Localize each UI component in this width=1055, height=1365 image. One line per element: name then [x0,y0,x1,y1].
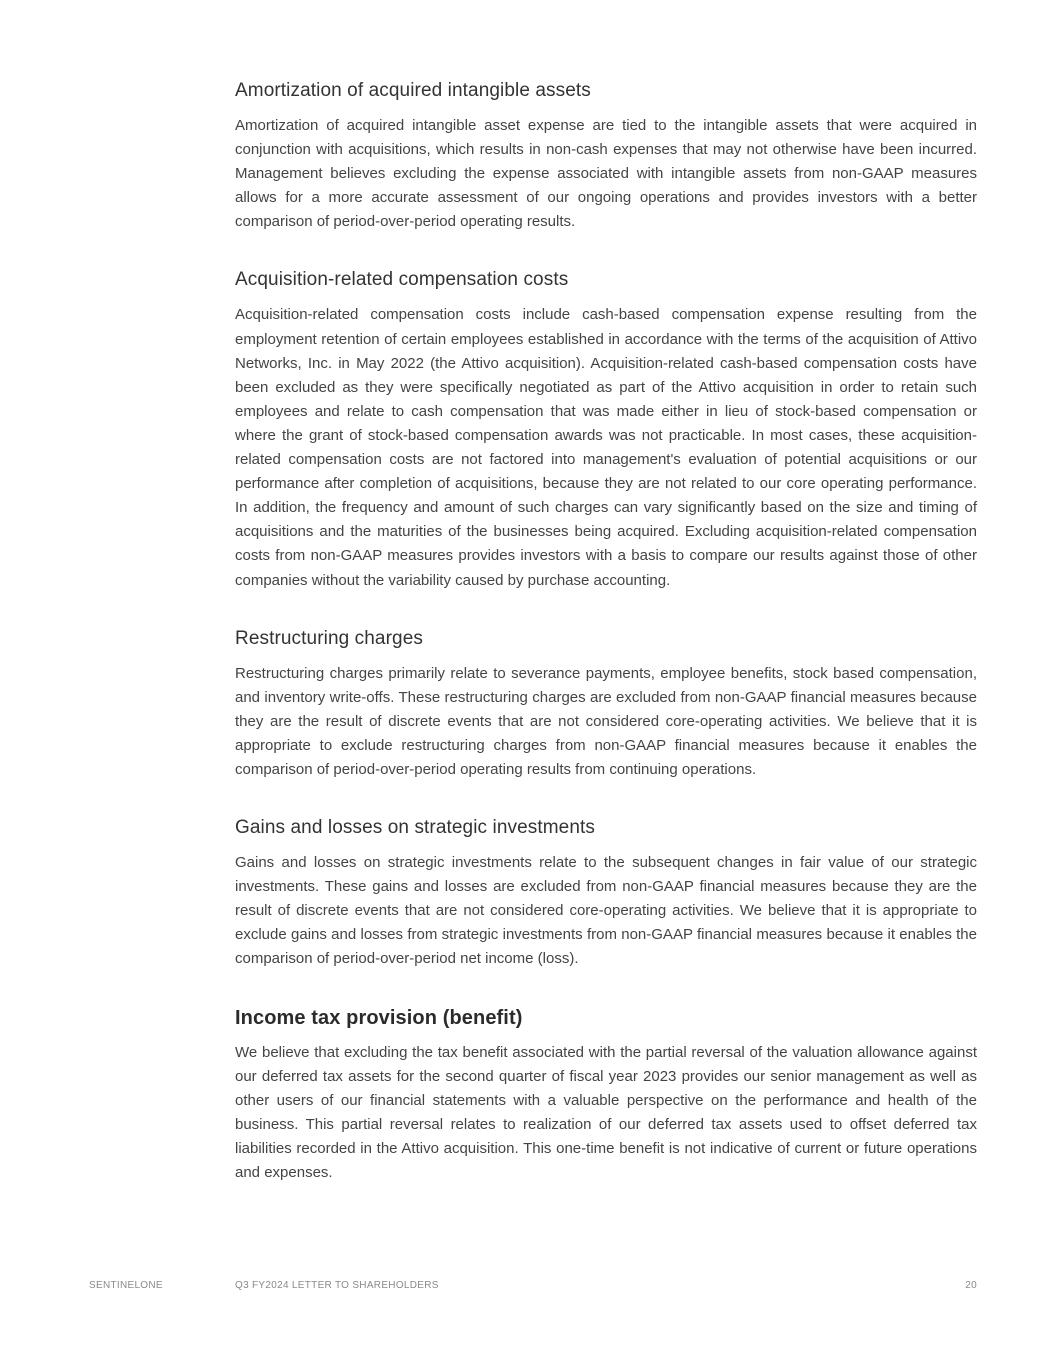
section-strategic-investments [235,815,977,971]
section-body: Gains and losses on strategic investments relate to the subsequent changes in fair value of our strategic investments. These gains and losses are excluded from non-GAAP financial measures because they are the result of discrete events that are not considered core-operating activities. We believe that it is appropriate to exclude gains and losses from strategic investments from non-GAAP financial measures because it enables the comparison of period-over-period net income (loss). [235,854,977,968]
footer-document-title: Q3 FY2024 LETTER TO SHAREHOLDERS [235,1280,439,1291]
section-body: Acquisition-related compensation costs include cash-based compensation expense resulting from the employment retention of certain employees established in accordance with the terms of the acquisition of Attivo Networks, Inc. in May 2022 (the Attivo acquisition). Acquisition-related cash-based compensation costs have been excluded as they were specifically negotiated as part of the Attivo acquisition in order to retain such employees and relate to cash compensation that was made either in lieu of stock-based compensation or where the grant of stock-based compensation awards was not practicable. In most cases, these acquisition-related compensation costs are not factored into management's evaluation of potential acquisitions or our performance after completion of acquisitions, because they are not related to our core operating performance. In addition, the frequency and amount of such charges can vary significantly based on the size and timing of acquisitions and the maturities of the businesses being acquired. Excluding acquisition-related compensation costs from non-GAAP measures provides investors with a basis to compare our results against those of other companies without the variability caused by purchase accounting. [235,306,977,589]
section-amortization [235,78,977,234]
section-heading: Restructuring charges [235,627,423,649]
section-income-tax [235,1005,977,1186]
section-acquisition-compensation [235,267,977,592]
section-heading: Income tax provision (benefit) [235,1006,523,1029]
footer-page-number: 20 [965,1280,977,1291]
section-body: Amortization of acquired intangible asset expense are tied to the intangible assets that were acquired in conjunction with acquisitions, which results in non-cash expenses that may not otherwise have been incurred. Management believes excluding the expense associated with intangible assets from non-GAAP measures allows for a more accurate assessment of our ongoing operations and provides investors with a better comparison of period-over-period operating results. [235,117,977,231]
footer-company: SENTINELONE [89,1280,163,1291]
section-body: We believe that excluding the tax benefit associated with the partial reversal of the valuation allowance against our deferred tax assets for the second quarter of fiscal year 2023 provides our senior management as well as other users of our financial statements with a valuable perspective on the performance and health of the business. This partial reversal relates to realization of our deferred tax assets used to offset deferred tax liabilities recorded in the Attivo acquisition. This one-time benefit is not indicative of current or future operations and expenses. [235,1043,977,1181]
section-restructuring [235,626,977,782]
section-heading: Amortization of acquired intangible assets [235,80,591,101]
page-content [235,78,977,1185]
section-heading: Gains and losses on strategic investments [235,817,595,839]
section-body: Restructuring charges primarily relate to severance payments, employee benefits, stock based compensation, and inventory write-offs. These restructuring charges are excluded from non-GAAP financial measures because they are the result of discrete events that are not considered core-operating activities. We believe that it is appropriate to exclude restructuring charges from non-GAAP financial measures because it enables the comparison of period-over-period operating results from continuing operations. [235,664,977,778]
section-heading: Acquisition-related compensation costs [235,269,569,291]
